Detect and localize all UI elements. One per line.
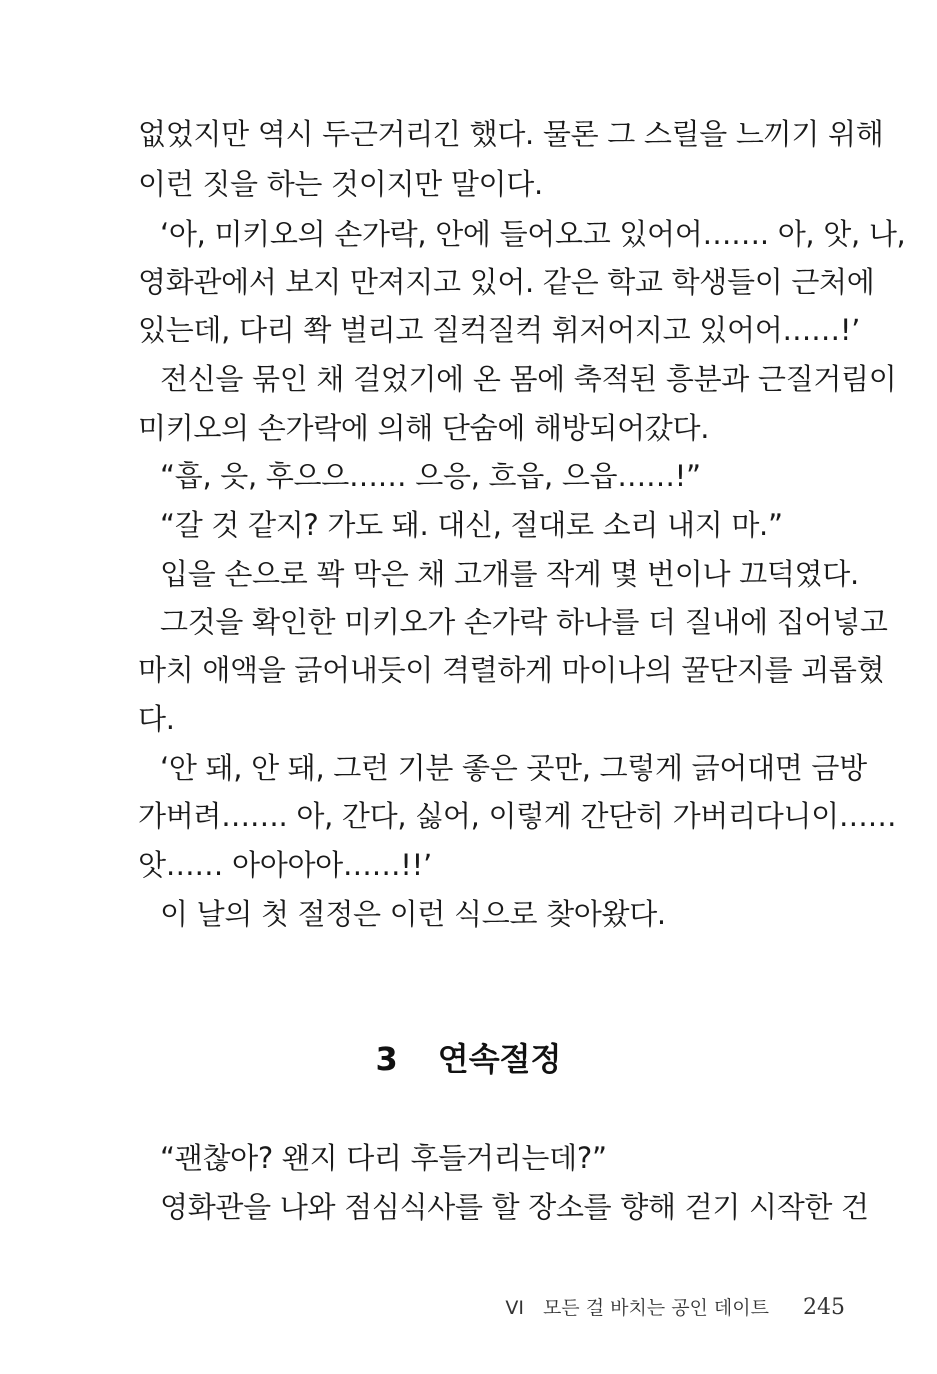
text-line: 영화관을 나와 점심식사를 할 장소를 향해 걷기 시작한 건 (160, 1190, 869, 1224)
page-footer (505, 1296, 845, 1320)
text-line: “흡, 읏, 후으으…… 으응, 흐읍, 으읍……!” (160, 459, 701, 493)
text-line: 없었지만 역시 두근거리긴 했다. 물론 그 스릴을 느끼기 위해 (138, 117, 884, 151)
text-line: 전신을 묶인 채 걸었기에 온 몸에 축적된 흥분과 근질거림이 (160, 362, 897, 396)
section-title: 연속절정 (437, 1040, 562, 1078)
text-line: 마치 애액을 긁어내듯이 격렬하게 마이나의 꿀단지를 괴롭혔 (138, 653, 885, 687)
running-title: VI 모든 걸 바치는 공인 데이트 (505, 1297, 769, 1319)
text-line: ‘안 돼, 안 돼, 그런 기분 좋은 곳만, 그렇게 긁어대면 금방 (160, 751, 867, 785)
text-line: 이 날의 첫 절정은 이런 식으로 찾아왔다. (160, 897, 666, 931)
text-line: 영화관에서 보지 만져지고 있어. 같은 학교 학생들이 근처에 (138, 265, 875, 299)
text-line: 있는데, 다리 쫙 벌리고 질컥질컥 휘저어지고 있어어……!’ (138, 313, 861, 347)
text-line: 이런 짓을 하는 것이지만 말이다. (138, 167, 543, 201)
text-line: 미키오의 손가락에 의해 단숨에 해방되어갔다. (138, 411, 710, 445)
text-line: “갈 것 같지? 가도 돼. 대신, 절대로 소리 내지 마.” (160, 508, 783, 542)
text-line: “괜찮아? 왠지 다리 후들거리는데?” (160, 1141, 607, 1175)
text-line: 그것을 확인한 미키오가 손가락 하나를 더 질내에 집어넣고 (160, 605, 888, 639)
section-number: 3 (375, 1040, 398, 1078)
text-line: 가버려……. 아, 간다, 싫어, 이렇게 간단히 가버리다니이…… (138, 799, 897, 833)
text-line: ‘아, 미키오의 손가락, 안에 들어오고 있어어……. 아, 앗, 나, (160, 217, 906, 251)
page-number: 245 (803, 1295, 845, 1320)
text-line: 입을 손으로 꽉 막은 채 고개를 작게 몇 번이나 끄덕였다. (160, 557, 859, 591)
section-heading (0, 1040, 937, 1078)
text-line: 다. (138, 702, 175, 736)
text-line: 앗…… 아아아아……!!’ (138, 848, 432, 882)
